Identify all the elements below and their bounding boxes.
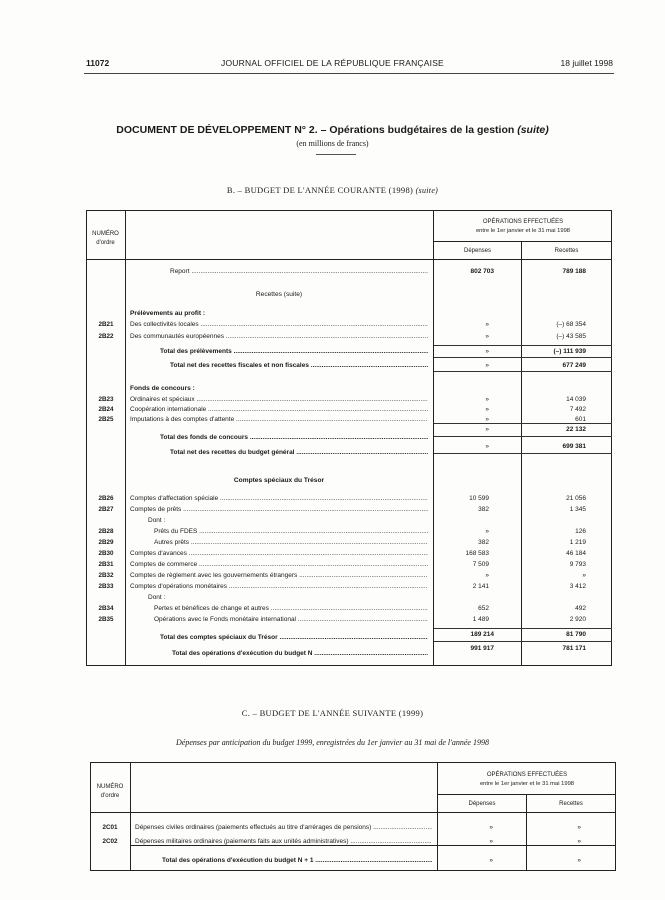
- c-total-label: Total des opérations d'exécution du budget N + 1 .....: [162, 857, 432, 865]
- row-label: Comptes de commerce .....: [130, 561, 428, 569]
- row-code: 2B32: [98, 572, 114, 579]
- total-fonds-recettes: 22 132: [566, 426, 586, 433]
- row-code: 2B29: [98, 539, 114, 546]
- total-budget-label: Total des opérations d'exécution du budget N .....: [172, 650, 428, 658]
- total-comptes-depenses: 189 214: [470, 631, 494, 638]
- c-col-depenses: Dépenses: [468, 801, 496, 807]
- row-label: Comptes d'affectation spéciale .....: [130, 495, 428, 503]
- row-recettes: 7 492: [569, 406, 586, 413]
- row-code: 2B28: [98, 528, 114, 535]
- col-operations-period: entre le 1er janvier et le 31 mai 1998: [475, 228, 571, 234]
- col-numero: NUMÉRO: [92, 231, 119, 237]
- recettes-suite-heading: Recettes (suite): [255, 291, 303, 298]
- total-net-fiscales-depenses: »: [485, 362, 489, 369]
- row-recettes: 46 184: [566, 550, 586, 557]
- c-col-operations: OPÉRATIONS EFFECTUÉES: [486, 772, 568, 778]
- total-net-budget-depenses: »: [485, 443, 489, 450]
- row-label: Autres prêts .....: [154, 539, 428, 547]
- row-recettes: 492: [575, 605, 586, 612]
- row-label: Comptes de règlement avec les gouvernements étrangers .....: [130, 572, 428, 580]
- row-recettes: »: [577, 838, 581, 845]
- c-col-numero: NUMÉRO: [96, 784, 124, 790]
- row-depenses: 168 583: [465, 550, 489, 557]
- c-col-recettes: Recettes: [559, 801, 583, 807]
- row-code: 2B30: [98, 550, 114, 557]
- row-label: Comptes de prêts .....: [130, 506, 428, 514]
- section-c-title: C. – BUDGET DE L'ANNÉE SUIVANTE (1999): [241, 708, 424, 718]
- row-depenses: 382: [478, 539, 489, 546]
- row-code: 2B23: [98, 396, 114, 403]
- row-depenses: »: [485, 396, 489, 403]
- total-comptes-recettes: 81 790: [566, 631, 586, 638]
- report-recettes: 789 188: [562, 268, 586, 275]
- row-recettes: 9 793: [569, 561, 586, 568]
- comptes-heading: Comptes spéciaux du Trésor: [233, 477, 325, 484]
- row-depenses: »: [485, 572, 489, 579]
- subtitle-rule: [316, 154, 356, 155]
- report-depenses: 802 703: [470, 268, 494, 275]
- total-prelevements-recettes: (–) 111 939: [553, 348, 586, 355]
- row-label: Coopération internationale .....: [130, 406, 428, 414]
- row-label: Dont :: [148, 517, 166, 524]
- row-code: 2B24: [98, 406, 114, 413]
- row-depenses: »: [485, 528, 489, 535]
- row-depenses: »: [485, 333, 489, 340]
- row-depenses: »: [485, 416, 489, 423]
- row-depenses: »: [485, 321, 489, 328]
- row-recettes: 14 039: [566, 396, 586, 403]
- row-recettes: »: [582, 572, 586, 579]
- row-label: Dépenses militaires ordinaires (paiements faits aux unités administratives) .....: [135, 838, 432, 846]
- total-net-fiscales-label: Total net des recettes fiscales et non fiscales .....: [170, 362, 428, 370]
- row-label: Opérations avec le Fonds monétaire international .....: [154, 616, 428, 624]
- total-prelevements-depenses: »: [485, 348, 489, 355]
- prelevements-heading: Prélèvements au profit :: [130, 310, 206, 317]
- row-depenses: »: [485, 406, 489, 413]
- row-label: Comptes d'avances .....: [130, 550, 428, 558]
- row-code: 2B25: [98, 416, 114, 423]
- fonds-heading: Fonds de concours :: [130, 385, 195, 392]
- row-depenses: 382: [478, 506, 489, 513]
- total-net-budget-label: Total net des recettes du budget général .....: [170, 449, 428, 457]
- section-c-subtitle: Dépenses par anticipation du budget 1999, enregistrées du 1er janvier au 31 mai de l'année 1998: [176, 738, 489, 747]
- row-label: Ordinaires et spéciaux .....: [130, 396, 428, 404]
- row-depenses: 652: [478, 605, 489, 612]
- row-code: 2B33: [98, 583, 114, 590]
- row-recettes: 126: [575, 528, 586, 535]
- publication-date: 18 juillet 1998: [560, 58, 613, 68]
- total-budget-depenses: 991 917: [470, 645, 494, 652]
- col-depenses: Dépenses: [463, 248, 492, 254]
- total-budget-recettes: 781 171: [562, 645, 586, 652]
- c-col-operations-period: entre le 1er janvier et le 31 mai 1998: [479, 781, 575, 787]
- row-recettes: »: [577, 824, 581, 831]
- row-recettes: (–) 43 585: [556, 333, 586, 340]
- row-depenses: 1 489: [472, 616, 489, 623]
- section-b-title: B. – BUDGET DE L'ANNÉE COURANTE (1998) (suite): [226, 185, 439, 195]
- row-code: 2B34: [98, 605, 114, 612]
- total-comptes-label: Total des comptes spéciaux du Trésor .....: [160, 634, 428, 642]
- row-label: Dépenses civiles ordinaires (paiements effectués au titre d'arrérages de pensions) .....: [135, 824, 432, 832]
- report-label: Report .....: [170, 268, 428, 276]
- row-label: Imputations à des comptes d'attente .....: [130, 416, 428, 424]
- row-label: Dont :: [148, 594, 166, 601]
- row-label: Pertes et bénéfices de change et autres .....: [154, 605, 428, 613]
- c-col-ordre: d'ordre: [100, 793, 120, 799]
- row-code: 2B35: [98, 616, 114, 623]
- row-code: 2C01: [102, 824, 118, 831]
- row-depenses: »: [489, 824, 493, 831]
- col-operations: OPÉRATIONS EFFECTUÉES: [482, 219, 564, 225]
- total-net-fiscales-recettes: 677 249: [562, 362, 586, 369]
- row-recettes: 1 345: [569, 506, 586, 513]
- c-total-recettes: »: [577, 857, 581, 864]
- row-code: 2B21: [98, 321, 114, 328]
- row-label: Des collectivités locales .....: [130, 321, 428, 329]
- c-total-depenses: »: [489, 857, 493, 864]
- document-subtitle: (en millions de francs): [296, 139, 369, 148]
- row-label: Prêts du FDES .....: [154, 528, 428, 536]
- row-recettes: 2 920: [569, 616, 586, 623]
- header-rule: [84, 73, 614, 74]
- row-recettes: 601: [575, 416, 586, 423]
- total-fonds-depenses: »: [485, 426, 489, 433]
- row-label: Des communautés européennes .....: [130, 333, 428, 341]
- row-depenses: 10 599: [469, 495, 489, 502]
- row-recettes: 21 056: [566, 495, 586, 502]
- total-net-budget-recettes: 699 381: [562, 443, 586, 450]
- page-number: 11072: [86, 58, 110, 68]
- row-depenses: 7 509: [472, 561, 489, 568]
- total-prelevements-label: Total des prélèvements .....: [160, 348, 428, 356]
- row-code: 2B31: [98, 561, 114, 568]
- row-code: 2C02: [102, 838, 118, 845]
- row-label: Comptes d'opérations monétaires .....: [130, 583, 428, 591]
- row-code: 2B22: [98, 333, 114, 340]
- col-ordre: d'ordre: [96, 240, 115, 246]
- row-depenses: »: [489, 838, 493, 845]
- row-recettes: 3 412: [569, 583, 586, 590]
- document-title: DOCUMENT DE DÉVELOPPEMENT N° 2. – Opérations budgétaires de la gestion (suite): [116, 124, 549, 136]
- journal-title: JOURNAL OFFICIEL DE LA RÉPUBLIQUE FRANÇAISE: [221, 58, 444, 68]
- row-code: 2B26: [98, 495, 114, 502]
- col-recettes: Recettes: [554, 248, 579, 254]
- total-fonds-label: Total des fonds de concours .....: [160, 434, 428, 442]
- row-code: 2B27: [98, 506, 114, 513]
- row-recettes: 1 219: [569, 539, 586, 546]
- row-recettes: (–) 68 354: [556, 321, 586, 328]
- row-depenses: 2 141: [472, 583, 489, 590]
